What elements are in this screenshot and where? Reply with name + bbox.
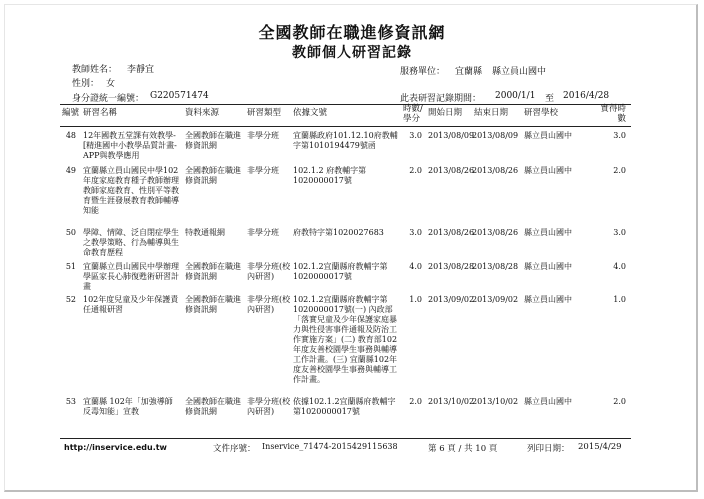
period-to: 至 <box>545 94 555 104</box>
row-hours: 3.0 <box>409 131 422 140</box>
row-end: 2013/08/26 <box>472 228 519 237</box>
row-type: 非學分班 <box>247 228 279 237</box>
row-start: 2013/08/26 <box>428 166 475 175</box>
table-top-rule <box>60 104 631 105</box>
row-end: 2013/08/28 <box>472 262 519 271</box>
row-type: 非學分班 <box>247 131 279 140</box>
row-credit: 2.0 <box>613 166 626 175</box>
print-date-label: 列印日期： <box>527 444 570 454</box>
period-end: 2016/4/28 <box>563 91 610 101</box>
col-header-type: 研習類型 <box>247 108 282 118</box>
period-label: 此表研習記錄期間： <box>400 94 482 104</box>
gender-label: 性別： <box>72 79 100 89</box>
row-school: 縣立員山國中 <box>524 295 572 304</box>
period-start: 2000/1/1 <box>495 91 536 101</box>
row-end: 2013/10/02 <box>472 397 519 406</box>
site-url-link[interactable]: http://inservice.edu.tw <box>64 443 167 452</box>
row-num: 51 <box>65 262 76 271</box>
row-name: 102年度兒童及少年保護責任通報研習 <box>83 295 179 314</box>
gender-value: 女 <box>106 79 116 89</box>
row-source: 全國教師在職進修資訊網 <box>185 166 241 185</box>
row-type: 非學分班 <box>247 166 279 175</box>
doc-serial-label: 文件序號： <box>213 444 256 454</box>
col-header-num: 編號 <box>62 108 80 118</box>
row-doc: 依據102.1.2宜蘭縣府教輔字第1020000017號 <box>293 397 396 416</box>
row-num: 50 <box>65 228 76 237</box>
col-header-school: 研習學校 <box>524 108 559 118</box>
row-school: 縣立員山國中 <box>524 228 572 237</box>
row-num: 49 <box>65 166 76 175</box>
row-num: 52 <box>65 295 76 304</box>
row-start: 2013/08/09 <box>428 131 475 140</box>
row-school: 縣立員山國中 <box>524 262 572 271</box>
row-hours: 1.0 <box>409 295 422 304</box>
row-source: 全國教師在職進修資訊網 <box>185 295 241 314</box>
col-header-doc: 依據文號 <box>293 108 328 118</box>
row-source: 特教通報網 <box>185 228 225 237</box>
row-credit: 4.0 <box>613 262 626 271</box>
row-name: 宜蘭縣 102年「加強導師反毒知能」宣教 <box>83 397 173 416</box>
id-value: G220571474 <box>150 91 209 101</box>
table-header-rule <box>60 126 631 127</box>
row-school: 縣立員山國中 <box>524 166 572 175</box>
row-source: 全國教師在職進修資訊網 <box>185 397 241 416</box>
col-header-credit: 實得時數 <box>600 104 626 124</box>
unit-county: 宜蘭縣 <box>455 67 483 77</box>
row-type: 非學分班(校內研習) <box>247 262 291 281</box>
row-name: 學障、情障、泛自閉症學生之教學策略、行為輔導與生命教育歷程 <box>83 228 179 257</box>
col-header-hours: 時數/學分 <box>403 104 423 124</box>
page-subtitle: 教師個人研習記錄 <box>292 45 412 61</box>
unit-label: 服務單位： <box>400 67 446 77</box>
row-hours: 2.0 <box>409 166 422 175</box>
row-num: 48 <box>65 131 76 140</box>
row-start: 2013/10/02 <box>428 397 475 406</box>
row-name: 宜蘭縣立員山國民中學辦理學區家長心肺復甦術研習計畫 <box>83 262 179 291</box>
row-end: 2013/09/02 <box>472 295 519 304</box>
row-doc: 宜蘭縣政府101.12.10府教輔字第1010194479號函 <box>293 131 398 150</box>
row-type: 非學分班(校內研習) <box>247 397 291 416</box>
row-doc: 府教特字第1020027683 <box>293 228 384 237</box>
doc-serial: Inservice_71474-2015429115638 <box>262 442 398 451</box>
row-end: 2013/08/09 <box>472 131 519 140</box>
id-label: 身分證統一編號： <box>72 94 145 104</box>
page-indicator: 第 6 頁 / 共 10 頁 <box>428 444 498 454</box>
row-type: 非學分班(校內研習) <box>247 295 291 314</box>
row-start: 2013/08/28 <box>428 262 475 271</box>
row-credit: 2.0 <box>613 397 626 406</box>
row-source: 全國教師在職進修資訊網 <box>185 131 241 150</box>
row-doc: 102.1.2 府教輔字第1020000017號 <box>293 166 367 185</box>
row-start: 2013/09/02 <box>428 295 475 304</box>
row-hours: 2.0 <box>409 397 422 406</box>
row-credit: 1.0 <box>613 295 626 304</box>
row-doc: 102.1.2宜蘭縣府教輔字第1020000017號 <box>293 262 388 281</box>
row-school: 縣立員山國中 <box>524 397 572 406</box>
row-hours: 3.0 <box>409 228 422 237</box>
col-header-source: 資料來源 <box>185 108 220 118</box>
teacher-name-label: 教師姓名： <box>72 65 118 75</box>
row-name: 12年國教五堂課有效教學-[精進國中小教學品質計畫- APP與教學應用 <box>83 131 177 160</box>
row-credit: 3.0 <box>613 228 626 237</box>
col-header-start: 開始日期 <box>428 108 463 118</box>
row-source: 全國教師在職進修資訊網 <box>185 262 241 281</box>
row-end: 2013/08/26 <box>472 166 519 175</box>
row-doc: 102.1.2宜蘭縣府教輔字第1020000017號(一) 內政部「落實兒童及少年保護家庭暴力與性侵害事件通報及防治工作實施方案」(二) 教育部102年度友善校園學生事務與輔導工作計畫。(三) 宜蘭縣102年度友善校園學生事務與輔導工作計畫。 <box>293 295 398 384</box>
footer-rule <box>60 438 631 439</box>
row-credit: 3.0 <box>613 131 626 140</box>
page-title: 全國教師在職進修資訊網 <box>258 23 446 42</box>
teacher-name: 李靜宜 <box>127 65 155 75</box>
col-header-name: 研習名稱 <box>83 108 118 118</box>
row-school: 縣立員山國中 <box>524 131 572 140</box>
row-hours: 4.0 <box>409 262 422 271</box>
row-name: 宜蘭縣立員山國民中學102年度家庭教育種子教師辦理教師家庭教育、性別平等教育暨生涯發展教育教師輔導知能 <box>83 166 179 215</box>
row-num: 53 <box>65 397 76 406</box>
print-date: 2015/4/29 <box>578 442 622 452</box>
unit-school: 縣立員山國中 <box>492 67 547 77</box>
col-header-end: 結束日期 <box>474 108 509 118</box>
row-start: 2013/08/26 <box>428 228 475 237</box>
